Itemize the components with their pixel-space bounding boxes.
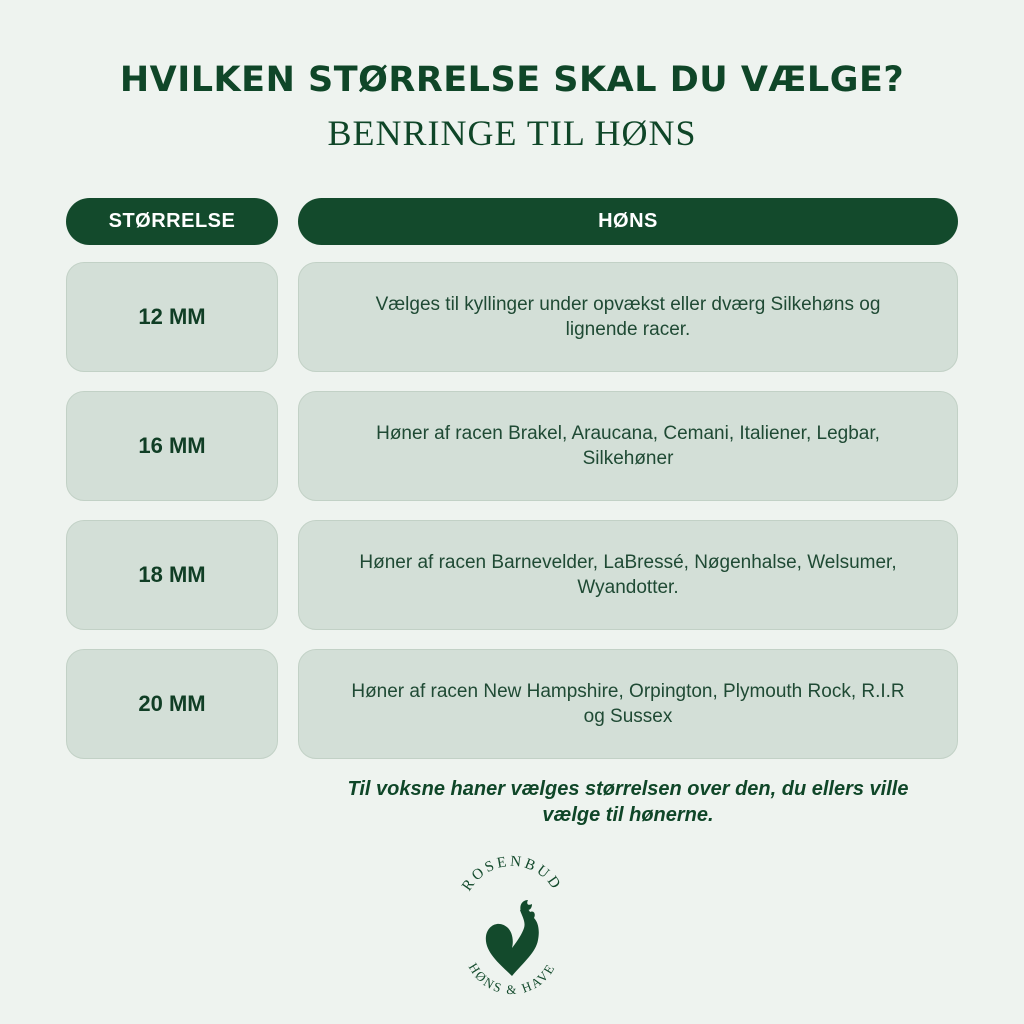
description-cell: Høner af racen Brakel, Araucana, Cemani, Italiener, Legbar, Silkehøner (298, 391, 958, 501)
description-cell: Vælges til kyllinger under opvækst eller dværg Silkehøns og lignende racer. (298, 262, 958, 372)
size-cell: 12 MM (66, 262, 278, 372)
description-cell: Høner af racen Barnevelder, LaBressé, Nøgenhalse, Welsumer, Wyandotter. (298, 520, 958, 630)
description-cell: Høner af racen New Hampshire, Orpington, Plymouth Rock, R.I.R og Sussex (298, 649, 958, 759)
size-cell: 16 MM (66, 391, 278, 501)
size-cell: 18 MM (66, 520, 278, 630)
column-header-hens: HØNS (298, 198, 958, 245)
brand-logo (442, 848, 582, 998)
svg-text:ROSENBUD (459, 854, 565, 894)
page-title: HVILKEN STØRRELSE SKAL DU VÆLGE? (119, 60, 905, 100)
rooster-icon (442, 848, 582, 998)
size-cell: 20 MM (66, 649, 278, 759)
page-subtitle: BENRINGE TIL HØNS (327, 113, 697, 153)
column-header-size: STØRRELSE (66, 198, 278, 245)
rooster-note: Til voksne haner vælges størrelsen over den, du ellers ville vælge til hønerne. (347, 778, 909, 826)
logo-bottom-text: HØNS & HAVE (465, 960, 559, 998)
logo-top-text: ROSENBUD (459, 853, 565, 895)
